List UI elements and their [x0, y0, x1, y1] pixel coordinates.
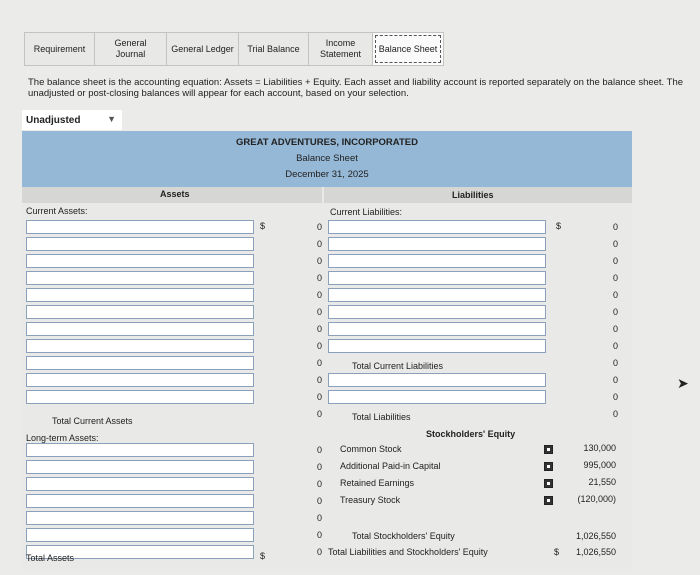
asset-amount: 0: [316, 256, 322, 266]
total-equity-value: 1,026,550: [575, 531, 616, 541]
currency-symbol: $: [260, 221, 266, 231]
current-assets-label: Current Assets:: [26, 206, 88, 216]
asset-amount: 0: [316, 530, 322, 540]
total-assets-label: Total Assets: [26, 553, 75, 563]
asset-amount: 0: [316, 324, 322, 334]
liability-amount: 0: [612, 239, 618, 249]
balance-type-select[interactable]: Unadjusted ▼: [22, 110, 122, 130]
asset-amount: 0: [316, 445, 322, 455]
asset-account-input[interactable]: [26, 356, 254, 370]
asset-account-input[interactable]: [26, 339, 254, 353]
long-term-assets-label: Long-term Assets:: [26, 433, 99, 443]
assets-column-header: Assets: [22, 187, 322, 203]
asset-amount: 0: [316, 307, 322, 317]
statement-header: [22, 131, 632, 187]
asset-account-input[interactable]: [26, 220, 254, 234]
equity-amount: (120,000): [577, 494, 616, 504]
asset-account-input[interactable]: [26, 271, 254, 285]
tab-bar: [24, 32, 444, 66]
equity-account-label: Additional Paid-in Capital: [340, 461, 441, 471]
instructions-text: The balance sheet is the accounting equation: Assets = Liabilities + Equity. Each asset and liability account is reported separately on the balance sheet. The unadjusted or post-closing balances will appear for each account, based on your selection.: [28, 77, 684, 99]
asset-account-input[interactable]: [26, 511, 254, 525]
asset-account-input[interactable]: [26, 494, 254, 508]
current-liabilities-label: Current Liabilities:: [330, 207, 403, 217]
liability-amount: 0: [612, 409, 618, 419]
chevron-down-icon: ▼: [107, 114, 116, 124]
tab-general-ledger[interactable]: General Ledger: [166, 32, 238, 66]
total-equity-label: Total Stockholders' Equity: [352, 531, 455, 541]
asset-amount: 0: [316, 479, 322, 489]
total-liab-equity-label: Total Liabilities and Stockholders' Equity: [328, 547, 488, 557]
currency-symbol: $: [556, 221, 562, 231]
asset-amount: 0: [316, 496, 322, 506]
liability-amount: 0: [612, 324, 618, 334]
edit-icon[interactable]: [544, 479, 553, 488]
asset-amount: 0: [316, 462, 322, 472]
asset-amount: 0: [316, 547, 322, 557]
asset-account-input[interactable]: [26, 460, 254, 474]
liability-amount: 0: [612, 358, 618, 368]
equity-amount: 130,000: [583, 443, 616, 453]
equity-account-label: Treasury Stock: [340, 495, 401, 505]
liability-amount: 0: [612, 222, 618, 232]
liability-account-input[interactable]: [328, 237, 546, 251]
asset-amount: 0: [316, 239, 322, 249]
asset-account-input[interactable]: [26, 477, 254, 491]
asset-amount: 0: [316, 290, 322, 300]
liability-account-input[interactable]: [328, 220, 546, 234]
equity-account-label: Retained Earnings: [340, 478, 415, 488]
liability-amount: 0: [612, 273, 618, 283]
liability-account-input[interactable]: [328, 373, 546, 387]
currency-symbol: $: [554, 547, 560, 557]
tab-income-statement[interactable]: Income Statement: [308, 32, 372, 66]
mouse-cursor-icon: ➤: [677, 375, 689, 391]
total-current-liabilities-label: Total Current Liabilities: [352, 361, 444, 371]
tab-requirement[interactable]: Requirement: [24, 32, 94, 66]
edit-icon[interactable]: [544, 445, 553, 454]
asset-amount: 0: [316, 358, 322, 368]
liability-amount: 0: [612, 392, 618, 402]
asset-amount: 0: [316, 273, 322, 283]
currency-symbol: $: [260, 551, 266, 561]
liability-amount: 0: [612, 307, 618, 317]
asset-account-input[interactable]: [26, 390, 254, 404]
asset-amount: 0: [316, 341, 322, 351]
company-name: GREAT ADVENTURES, INCORPORATED: [236, 137, 418, 148]
total-liabilities-label: Total Liabilities: [352, 412, 411, 422]
asset-amount: 0: [316, 392, 322, 402]
liability-account-input[interactable]: [328, 288, 546, 302]
asset-amount: 0: [316, 222, 322, 232]
liabilities-column-header: Liabilities: [324, 187, 632, 203]
equity-amount: 21,550: [588, 477, 616, 487]
asset-account-input[interactable]: [26, 305, 254, 319]
edit-icon[interactable]: [544, 496, 553, 505]
total-current-assets-label: Total Current Assets: [52, 416, 133, 426]
asset-account-input[interactable]: [26, 528, 254, 542]
statement-date: December 31, 2025: [285, 169, 369, 180]
asset-account-input[interactable]: [26, 322, 254, 336]
asset-account-input[interactable]: [26, 237, 254, 251]
statement-title: Balance Sheet: [296, 153, 358, 164]
equity-account-label: Common Stock: [340, 444, 402, 454]
balance-sheet-form: [22, 131, 632, 569]
liability-amount: 0: [612, 290, 618, 300]
liability-account-input[interactable]: [328, 322, 546, 336]
asset-account-input[interactable]: [26, 443, 254, 457]
edit-icon[interactable]: [544, 462, 553, 471]
asset-account-input[interactable]: [26, 373, 254, 387]
asset-amount: 0: [316, 513, 322, 523]
asset-amount: 0: [316, 409, 322, 419]
tab-general-journal[interactable]: General Journal: [94, 32, 166, 66]
liability-account-input[interactable]: [328, 390, 546, 404]
asset-account-input[interactable]: [26, 254, 254, 268]
asset-amount: 0: [316, 375, 322, 385]
total-liab-equity-value: 1,026,550: [575, 547, 616, 557]
liability-account-input[interactable]: [328, 339, 546, 353]
equity-amount: 995,000: [583, 460, 616, 470]
tab-trial-balance[interactable]: Trial Balance: [238, 32, 308, 66]
liability-account-input[interactable]: [328, 305, 546, 319]
asset-account-input[interactable]: [26, 288, 254, 302]
liability-amount: 0: [612, 341, 618, 351]
liability-amount: 0: [612, 256, 618, 266]
stockholders-equity-label: Stockholders' Equity: [426, 429, 516, 439]
liability-account-input[interactable]: [328, 254, 546, 268]
liability-account-input[interactable]: [328, 271, 546, 285]
liability-amount: 0: [612, 375, 618, 385]
tab-balance-sheet[interactable]: Balance Sheet: [372, 32, 444, 66]
